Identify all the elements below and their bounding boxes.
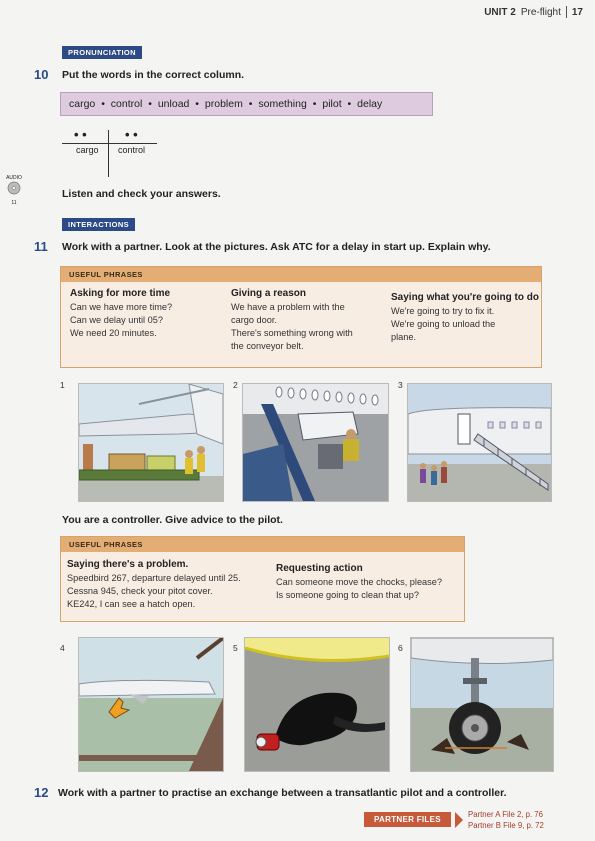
word-bullet: • [347,98,352,110]
phrase-line: Is someone going to clean that up? [276,590,420,600]
illustration-oil-spill [244,637,390,772]
exercise-12-instruction: Work with a partner to practise an exchange between a transatlantic pilot and a controller. [58,787,507,799]
phrase-line: There's something wrong with [231,328,353,338]
listen-instruction: Listen and check your answers. [62,188,221,200]
phrase-column-going-to [391,292,539,344]
word-bullet: • [195,98,199,110]
word: delay [357,98,383,110]
phrase-line: We're going to try to fix it. [391,306,495,316]
word: pilot [322,98,342,110]
exercise-11-number: 11 [34,239,48,254]
stress-pattern-1: • • [74,127,87,142]
audio-marker [4,175,24,206]
interactions-tag: INTERACTIONS [62,218,135,231]
pronunciation-tag: PRONUNCIATION [62,46,142,59]
phrase-column-problem [67,559,282,611]
partner-files-tag: PARTNER FILES [364,812,451,827]
phrase-line: cargo door. [231,315,277,325]
column-title: Saying there's a problem. [67,559,189,570]
word-bullet: • [312,98,317,110]
word-bullet: • [101,98,105,110]
column-word-cargo: cargo [76,145,99,155]
column-title: Giving a reason [231,288,307,299]
unit-label: UNIT 2 [484,6,516,18]
phrase-line: the conveyor belt. [231,341,304,351]
useful-phrases-box-1 [60,266,542,368]
partner-files-list [468,809,544,831]
illustration-cargo-door [242,383,389,502]
picture-number-6: 6 [398,643,403,653]
useful-phrases-box-2 [60,536,465,622]
useful-phrases-heading: USEFUL PHRASES [61,537,464,552]
illustration-passenger-stairs [407,383,552,502]
word: control [110,98,143,110]
illustration-plane-window-view [78,637,224,772]
exercise-12-number: 12 [34,785,49,800]
picture-number-1: 1 [60,380,65,390]
phrase-line: We need 20 minutes. [70,328,157,338]
illustration-cargo-loading [78,383,224,502]
stress-pattern-2: • • [125,127,138,142]
phrase-column-reason [231,288,381,353]
phrase-line: We have a problem with the [231,302,345,312]
word-bullet: • [248,98,253,110]
phrase-line: We're going to unload the [391,319,496,329]
phrase-line: Speedbird 267, departure delayed until 25. [67,573,241,583]
useful-phrases-heading: USEFUL PHRASES [61,267,541,282]
picture-number-5: 5 [233,643,238,653]
phrase-line: plane. [391,332,417,342]
header-divider [566,6,567,18]
table-hline [62,143,157,144]
section-label: Pre-flight [520,6,561,18]
exercise-10-instruction: Put the words in the correct column. [62,69,245,81]
controller-instruction: You are a controller. Give advice to the pilot. [62,514,283,526]
word: unload [157,98,190,110]
partner-b-file: Partner B File 9, p. 72 [468,821,544,830]
picture-number-4: 4 [60,643,65,653]
phrase-line: Can we delay until 05? [70,315,163,325]
picture-number-2: 2 [233,380,238,390]
phrase-line: Can we have more time? [70,302,173,312]
audio-track: 11 [11,200,17,206]
page-number: 17 [571,6,583,18]
word: cargo [69,98,96,110]
word: problem [204,98,243,110]
word-box [60,92,433,116]
arrow-right-icon [455,812,463,828]
column-title: Requesting action [276,563,363,574]
table-vline [108,130,109,177]
exercise-11-instruction: Work with a partner. Look at the pictures. Ask ATC for a delay in start up. Explain why. [62,241,491,253]
column-word-control: control [118,145,146,155]
page-header [484,6,583,18]
phrase-line: KE242, I can see a hatch open. [67,599,196,609]
column-title: Asking for more time [70,288,171,299]
phrase-column-asking [70,288,220,340]
audio-cd-icon [7,181,21,195]
audio-label: AUDIO [6,175,22,181]
word: something [258,98,307,110]
exercise-10-number: 10 [34,67,49,82]
phrase-line: Can someone move the chocks, please? [276,577,442,587]
picture-number-3: 3 [398,380,403,390]
partner-a-file: Partner A File 2, p. 76 [468,810,543,819]
phrase-column-requesting [276,563,462,602]
illustration-landing-gear-chocks [410,637,554,772]
column-title: Saying what you're going to do [391,292,539,303]
phrase-line: Cessna 945, check your pitot cover. [67,586,213,596]
word-bullet: • [148,98,152,110]
stress-table [62,127,157,177]
